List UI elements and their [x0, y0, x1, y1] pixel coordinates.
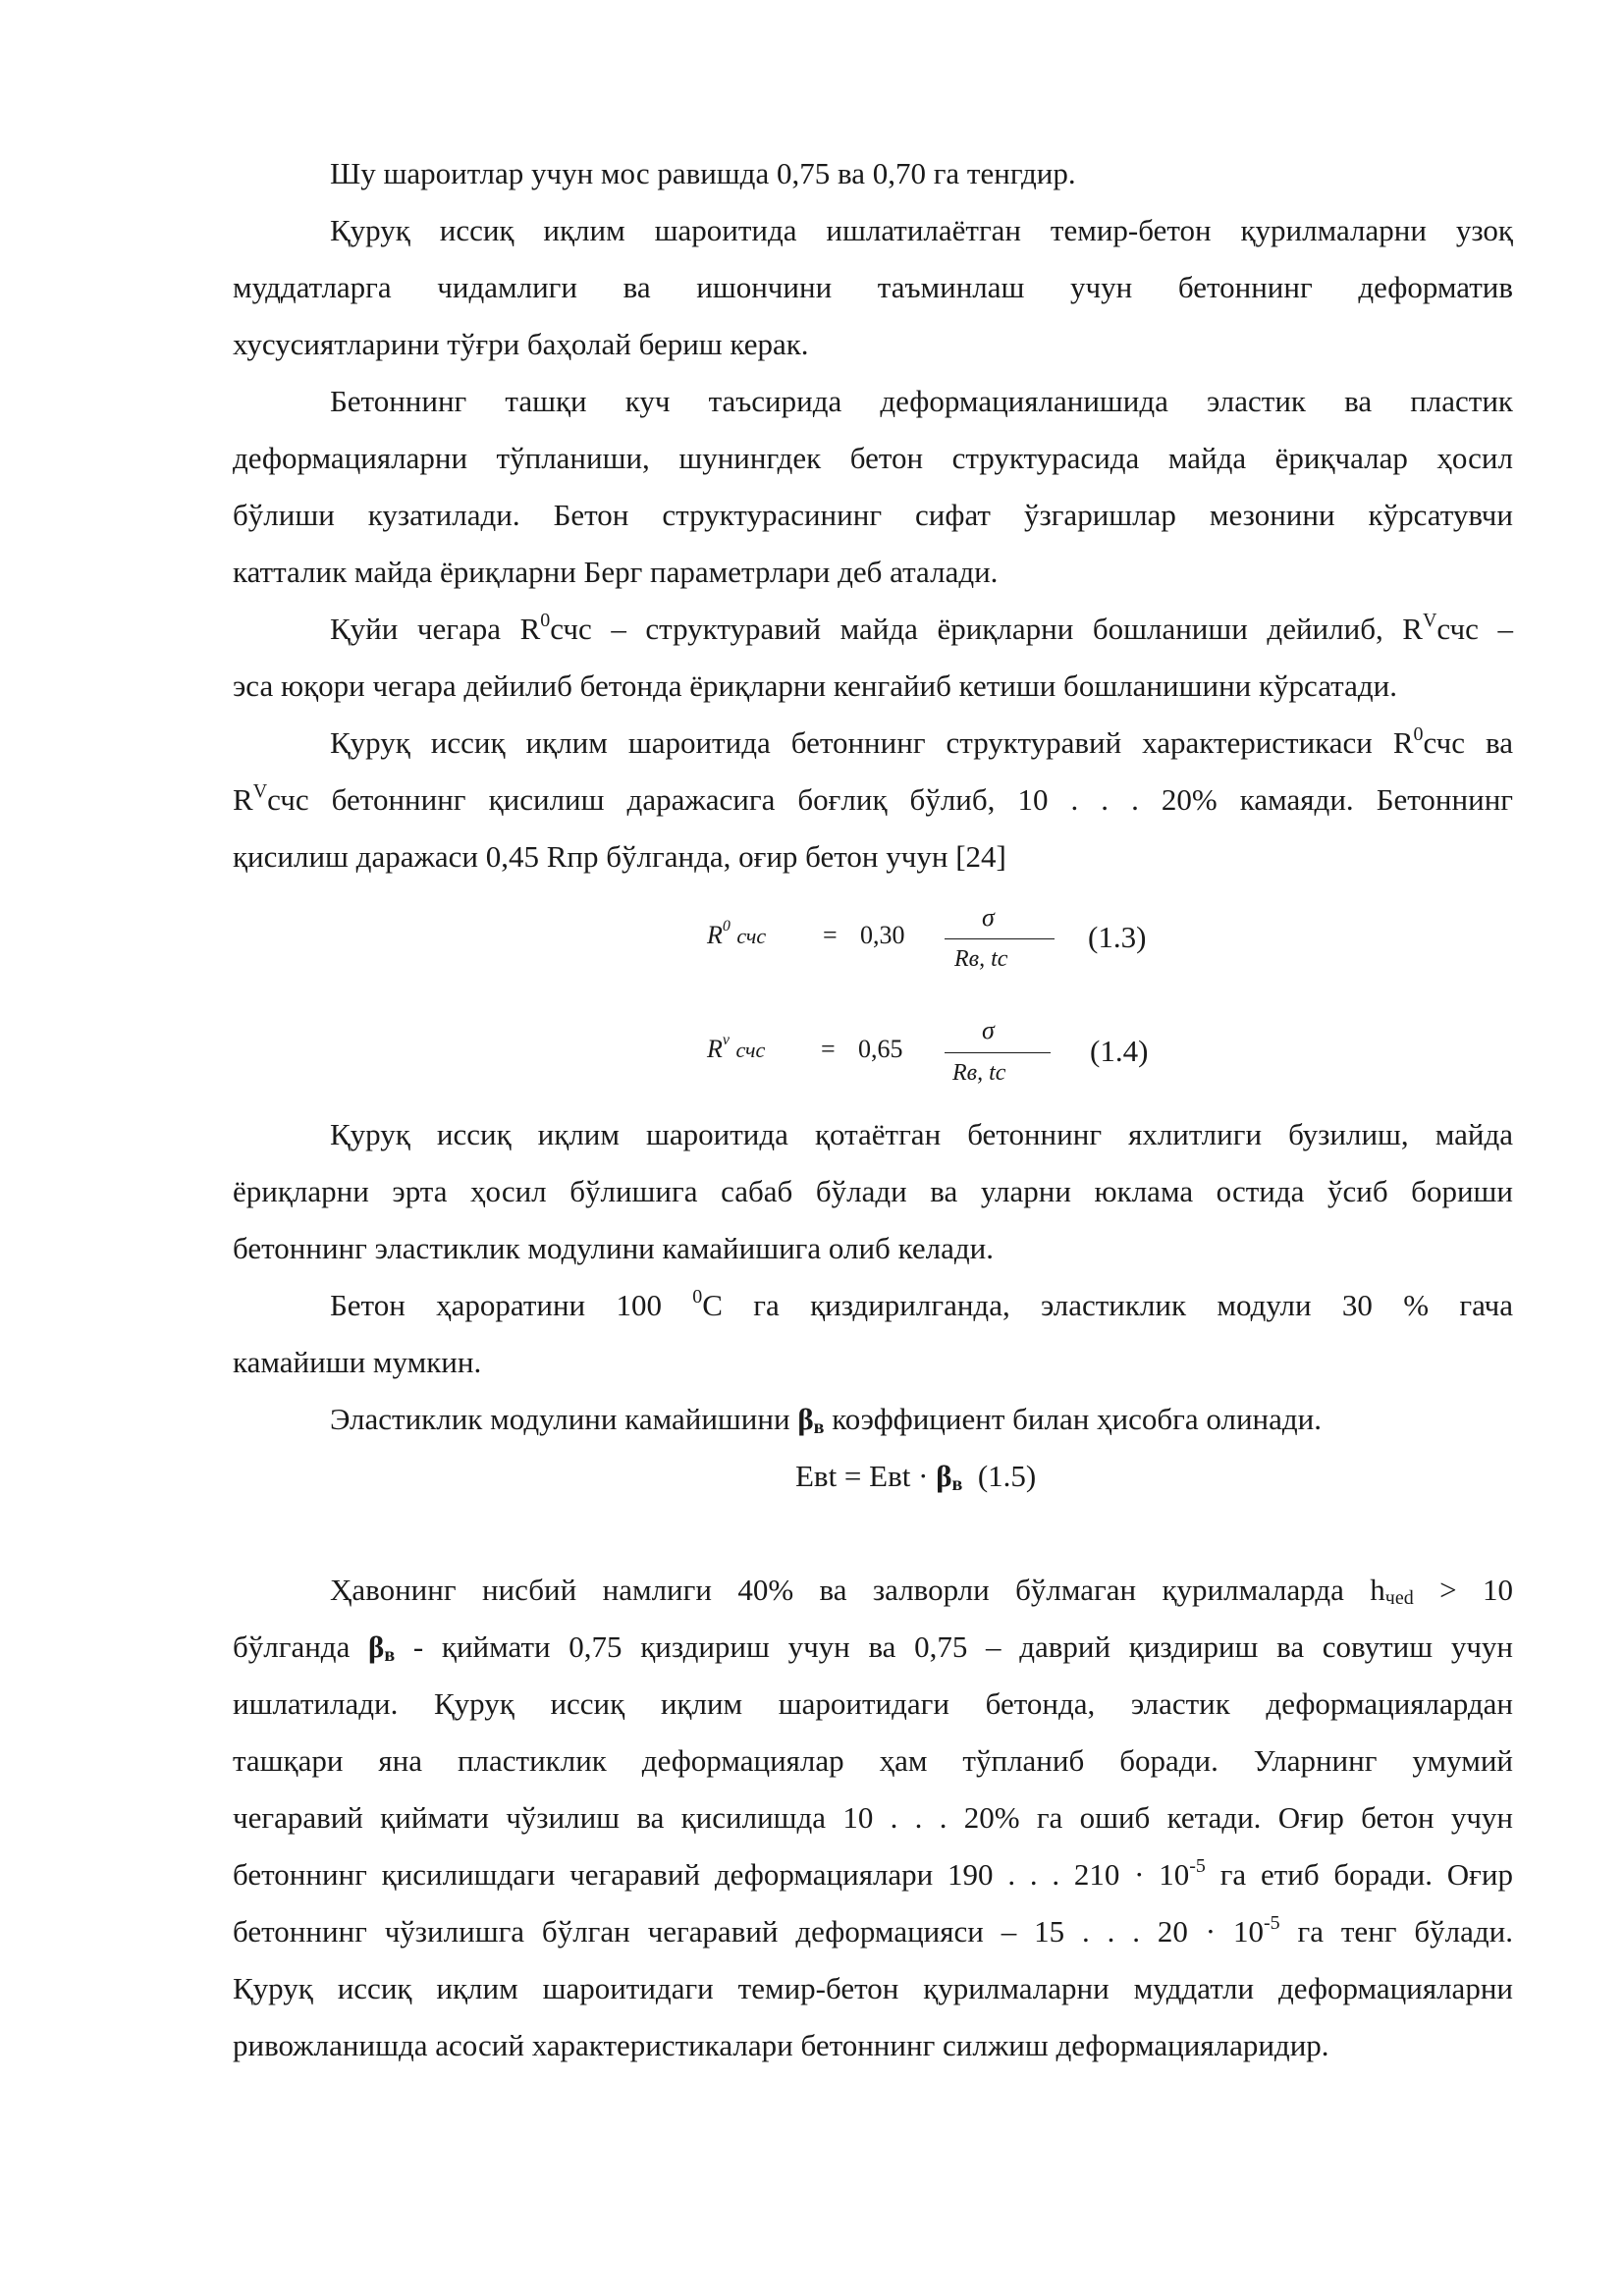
equation-1-5: Евt = Евt · $\beta_в$ (1.5): [795, 1459, 1037, 1495]
paragraph-3-line-1: Бетоннинг ташқи куч таъсирида деформацияланишида эластик ва пластик: [330, 384, 1513, 418]
paragraph-9-line-1: Ҳавонинг нисбий намлиги 40% ва залворли бўлмаган қурилмаларда $h_{чed} > 10$: [330, 1573, 1513, 1609]
paragraph-3-line-3: бўлиши кузатилади. Бетон структурасининг сифат ўзгаришлар мезонини кўрсатувчи: [233, 498, 1513, 532]
paragraph-4-line-2: эса юқори чегара дейилиб бетонда ёриқларни кенгайиб кетиши бошланишини кўрсатади.: [233, 668, 1397, 703]
paragraph-4-line-1: Қуйи чегара $R^0счс$ – структуравий майда ёриқларни бошланиши дейилиб, $R^Vсчс$ –: [330, 610, 1513, 646]
paragraph-2-line-3: хусусиятларини тўғри баҳолай бериш керак.: [233, 327, 809, 361]
eq14-label: (1.4): [1090, 1034, 1149, 1068]
paragraph-8-line-1: Эластиклик модулини камайишини $\beta_в$ коэффициент билан ҳисобга олинади.: [330, 1402, 1323, 1438]
eq13-denominator: Rв, tc: [954, 946, 1008, 972]
paragraph-2-line-2: муддатларга чидамлиги ва ишончини таъминлаш учун бетоннинг деформатив: [233, 270, 1513, 304]
paragraph-6-line-3: бетоннинг эластиклик модулини камайишига олиб келади.: [233, 1231, 994, 1265]
paragraph-9-line-5: чегаравий қиймати чўзилиш ва қисилишда 10 . . . 20% га ошиб кетади. Оғир бетон учун: [233, 1800, 1513, 1835]
paragraph-2-line-1: Қуруқ иссиқ иқлим шароитида ишлатилаётган темир-бетон қурилмаларни узоқ: [330, 213, 1513, 247]
eq14-denominator: Rв, tc: [952, 1060, 1006, 1086]
eq13-fraction-bar: [945, 938, 1055, 939]
eq14-equals: =: [821, 1035, 836, 1063]
paragraph-6-line-1: Қуруқ иссиқ иқлим шароитида қотаётган бетоннинг яхлитлиги бузилиш, майда: [330, 1117, 1513, 1151]
paragraph-3-line-2: деформацияларни тўпланиши, шунингдек бетон структурасида майда ёриқчалар ҳосил: [233, 441, 1513, 475]
eq14-lhs: $R^v$ счс: [707, 1032, 766, 1063]
eq14-fraction-bar: [945, 1052, 1051, 1053]
paragraph-9-line-3: ишлатилади. Қуруқ иссиқ иқлим шароитидаги бетонда, эластик деформациялардан: [233, 1686, 1513, 1721]
eq13-label: (1.3): [1088, 920, 1147, 954]
paragraph-9-line-7: бетоннинг чўзилишга бўлган чегаравий деформацияси – 15 . . . $20 \cdot 10^{-5}$ га тенг бўлади.: [233, 1912, 1513, 1949]
paragraph-5-line-1: Қуруқ иссиқ иқлим шароитида бетоннинг структуравий характеристикаси $R^0счс$ ва: [330, 723, 1513, 760]
eq13-coefficient: 0,30: [860, 921, 905, 949]
paragraph-5-line-3: қисилиш даражаси 0,45 Rпр бўлганда, оғир бетон учун [24]: [233, 839, 1006, 874]
paragraph-1-line-1: Шу шароитлар учун мос равишда 0,75 ва 0,70 га тенгдир.: [330, 156, 1076, 190]
paragraph-6-line-2: ёриқларни эрта ҳосил бўлишига сабаб бўлади ва уларни юклама остида ўсиб бориши: [233, 1174, 1513, 1208]
paragraph-9-line-2: бўлганда $\beta_в$ - қиймати 0,75 қиздириш учун ва 0,75 – даврий қиздириш ва совутиш учун: [233, 1629, 1513, 1666]
paragraph-9-line-6: бетоннинг қисилишдаги чегаравий деформациялари 190 . . . $210 \cdot 10^{-5}$ га етиб боради. Оғир: [233, 1855, 1513, 1892]
paragraph-7-line-1: Бетон ҳароратини 100 $^0$С га қиздирилганда, эластиклик модули 30 % гача: [330, 1286, 1513, 1322]
paragraph-9-line-9: ривожланишда асосий характеристикалари бетоннинг силжиш деформацияларидир.: [233, 2028, 1329, 2062]
eq13-lhs: $R^0$ счс: [707, 918, 767, 949]
eq14-numerator: σ: [982, 1016, 995, 1044]
eq13-equals: =: [823, 921, 838, 949]
paragraph-9-line-4: ташқари яна пластиклик деформациялар ҳам тўпланиб боради. Уларнинг умумий: [233, 1743, 1513, 1778]
paragraph-9-line-8: Қуруқ иссиқ иқлим шароитидаги темир-бетон қурилмаларни муддатли деформацияларни: [233, 1971, 1513, 2005]
eq13-numerator: σ: [982, 903, 995, 932]
paragraph-3-line-4: катталик майда ёриқларни Берг параметрлари деб аталади.: [233, 555, 999, 589]
paragraph-7-line-2: камайиши мумкин.: [233, 1345, 482, 1379]
eq14-coefficient: 0,65: [858, 1035, 903, 1063]
paragraph-5-line-2: $R^Vсчс$ бетоннинг қисилиш даражасига боғлиқ бўлиб, 10 . . . 20% камаяди. Бетоннинг: [233, 780, 1513, 817]
